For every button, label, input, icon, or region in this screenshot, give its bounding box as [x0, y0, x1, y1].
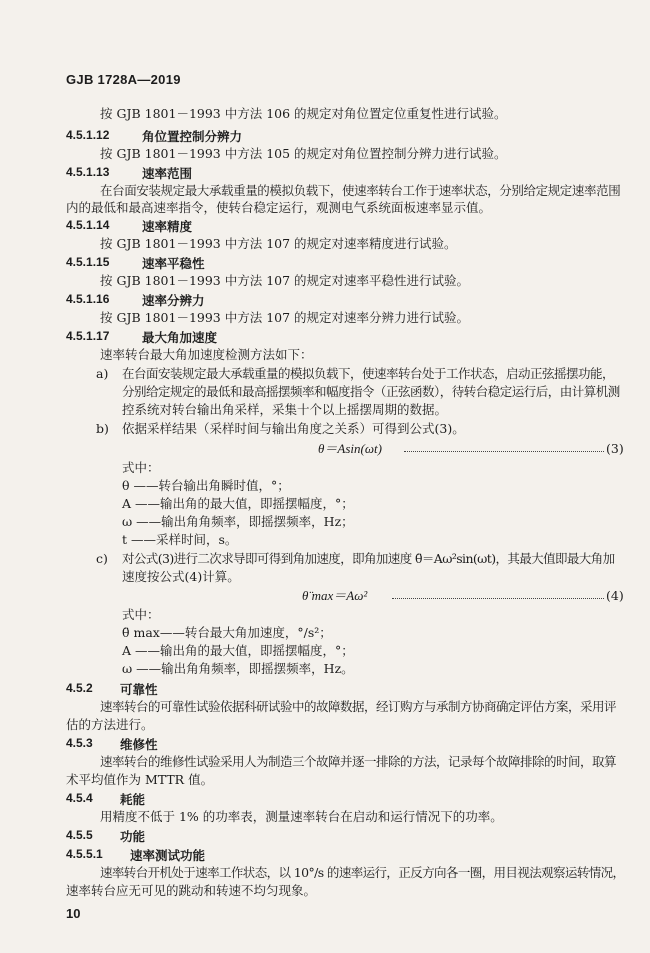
section-453-number: 4.5.3 [66, 736, 93, 750]
equation-3-number: (3) [606, 441, 624, 456]
section-4515-title: 速率平稳性 [142, 257, 205, 271]
section-455-title: 功能 [120, 830, 146, 844]
section-4551-title: 速率测试功能 [130, 849, 206, 863]
section-4516-text: 按 GJB 1801－1993 中方法 107 的规定对速率分辨力进行试验。 [100, 310, 470, 325]
section-4551-text-1: 速率转台开机处于速率工作状态，以 10°/s 的速率运行，正反方向各一圈，用目视法观察运转情况， [100, 865, 625, 880]
equation-4-number: (4) [606, 588, 624, 603]
page-number: 10 [66, 906, 81, 921]
section-453-text-2: 术平均值作为 MTTR 值。 [66, 772, 214, 787]
item-c-text-1: 对公式(3)进行二次求导即可得到角加速度，即角加速度 θ̈＝Aω²sin(ωt)，其最大值即最大角加 [122, 551, 615, 566]
where-1-omega: ω ——输出角角频率，即摇摆频率，Hz； [122, 514, 354, 529]
standard-code-header: GJB 1728A—2019 [66, 72, 181, 87]
section-4514-number: 4.5.1.14 [66, 218, 110, 232]
section-453-text-1: 速率转台的维修性试验采用人为制造三个故障并逐一排除的方法，记录每个故障排除的时间，取算 [100, 754, 617, 769]
section-4515-text: 按 GJB 1801－1993 中方法 107 的规定对速率平稳性进行试验。 [100, 273, 470, 288]
where-1-theta: θ ——转台输出角瞬时值，°； [122, 478, 290, 493]
section-452-number: 4.5.2 [66, 681, 93, 695]
section-4513-title: 速率范围 [142, 167, 193, 181]
where-1-label: 式中： [122, 460, 160, 475]
where-1-A: A ——输出角的最大值，即摇摆幅度，°； [122, 496, 354, 511]
paragraph-4511-text: 按 GJB 1801－1993 中方法 106 的规定对角位置定位重复性进行试验。 [100, 106, 507, 121]
section-4512-title: 角位置控制分辨力 [142, 130, 243, 144]
where-2-label: 式中： [122, 607, 160, 622]
section-4513-text-2: 内的最低和最高速率指令，使转台稳定运行，观测电气系统面板速率显示值。 [66, 200, 492, 215]
section-4513-text-1: 在台面安装规定最大承载重量的模拟负载下，使速率转台工作于速率状态，分别给定规定速率范围 [100, 183, 621, 198]
equation-4-leader [392, 598, 604, 599]
item-a-label: a) [96, 366, 109, 381]
section-4512-text: 按 GJB 1801－1993 中方法 105 的规定对角位置控制分辨力进行试验。 [100, 146, 507, 161]
section-4517-intro: 速率转台最大角加速度检测方法如下： [100, 347, 313, 362]
section-4514-title: 速率精度 [142, 220, 193, 234]
section-455-number: 4.5.5 [66, 828, 93, 842]
section-4514-text: 按 GJB 1801－1993 中方法 107 的规定对速率精度进行试验。 [100, 236, 457, 251]
where-2-theta: θ̈ max——转台最大角加速度，°/s²； [122, 625, 332, 640]
section-452-text-2: 估的方法进行。 [66, 717, 154, 732]
section-4512-number: 4.5.1.12 [66, 128, 110, 142]
item-b-text: 依据采样结果（采样时间与输出角度之关系）可得到公式(3)。 [122, 421, 465, 436]
item-a-text-3: 控系统对转台输出角采样，采集十个以上摇摆周期的数据。 [122, 402, 448, 417]
equation-3-formula: θ＝Asin(ωt) [318, 441, 382, 456]
section-454-title: 耗能 [120, 793, 146, 807]
equation-4-formula: θ̈ max＝Aω² [302, 588, 368, 603]
where-2-omega: ω ——输出角角频率，即摇摆频率，Hz。 [122, 661, 354, 676]
section-4515-number: 4.5.1.15 [66, 255, 110, 269]
section-453-title: 维修性 [120, 738, 158, 752]
section-4551-text-2: 速率转台应无可见的跳动和转速不均匀现象。 [66, 883, 317, 898]
section-4513-number: 4.5.1.13 [66, 165, 110, 179]
section-454-text: 用精度不低于 1% 的功率表，测量速率转台在启动和运行情况下的功率。 [100, 809, 503, 824]
where-2-A: A ——输出角的最大值，即摇摆幅度，°； [122, 643, 354, 658]
item-c-text-2: 速度按公式(4)计算。 [122, 569, 240, 584]
section-4516-number: 4.5.1.16 [66, 292, 110, 306]
section-4516-title: 速率分辨力 [142, 294, 205, 308]
section-452-title: 可靠性 [120, 683, 158, 697]
item-a-text-2: 分别给定规定的最低和最高摇摆频率和幅度指令（正弦函数），待转台稳定运行后，由计算机测 [122, 384, 620, 399]
item-b-label: b) [96, 421, 109, 436]
equation-3-leader [404, 451, 604, 452]
section-452-text-1: 速率转台的可靠性试验依据科研试验中的故障数据，经订购方与承制方协商确定评估方案，采用评 [100, 699, 617, 714]
section-454-number: 4.5.4 [66, 791, 93, 805]
item-c-label: c) [96, 551, 108, 566]
section-4517-number: 4.5.1.17 [66, 329, 110, 343]
section-4551-number: 4.5.5.1 [66, 847, 103, 861]
section-4517-title: 最大角加速度 [142, 331, 218, 345]
where-1-t: t ——采样时间，s。 [122, 532, 238, 547]
item-a-text-1: 在台面安装规定最大承载重量的模拟负载下，使速率转台处于工作状态，启动正弦摇摆功能， [122, 366, 615, 381]
